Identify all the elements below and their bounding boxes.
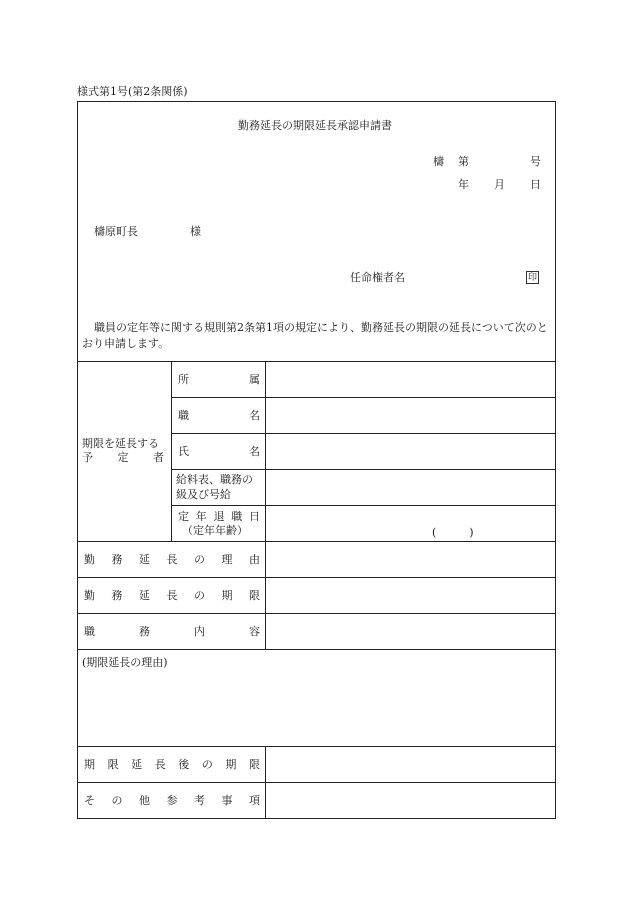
char: 職 bbox=[84, 625, 95, 638]
column-divider bbox=[265, 361, 266, 649]
char: 務 bbox=[111, 589, 123, 602]
char: 期 bbox=[221, 589, 233, 602]
char: 考 bbox=[194, 794, 205, 807]
date-day: 日 bbox=[530, 178, 541, 191]
row-divider bbox=[77, 577, 556, 578]
char: そ bbox=[84, 794, 95, 807]
appointer-label: 任命権者名 bbox=[350, 271, 405, 284]
row-divider bbox=[77, 746, 556, 747]
char: 後 bbox=[178, 758, 190, 771]
char: 属 bbox=[249, 373, 260, 386]
char: 限 bbox=[249, 589, 260, 602]
doc-number-dai: 第 bbox=[458, 155, 469, 168]
char: 名 bbox=[249, 409, 260, 422]
char: 理 bbox=[221, 553, 233, 566]
group-label-line2 bbox=[82, 452, 164, 463]
salary-label-line2: 級及び号給 bbox=[176, 488, 231, 501]
char: 退 bbox=[213, 510, 225, 523]
char: 項 bbox=[249, 794, 260, 807]
char: 氏 bbox=[178, 445, 189, 458]
doc-number-go: 号 bbox=[530, 155, 541, 168]
row-divider bbox=[77, 782, 556, 783]
row-divider bbox=[77, 613, 556, 614]
char: 名 bbox=[249, 445, 260, 458]
group-label-line1: 期限を延長する bbox=[82, 437, 159, 450]
date-month: 月 bbox=[494, 178, 505, 191]
char: 務 bbox=[139, 625, 150, 638]
char: 延 bbox=[131, 758, 143, 771]
retirement-age-value: ( ) bbox=[432, 526, 474, 539]
char: 限 bbox=[248, 758, 260, 771]
char: 定 bbox=[178, 510, 189, 523]
table-top-border bbox=[77, 361, 556, 362]
char: 長 bbox=[166, 553, 178, 566]
char: の bbox=[194, 553, 205, 566]
form-label: 様式第1号(第2条関係) bbox=[77, 85, 188, 98]
row-divider bbox=[171, 397, 556, 398]
char: 容 bbox=[249, 625, 260, 638]
row-divider bbox=[171, 469, 556, 470]
char: の bbox=[111, 794, 123, 807]
char: 勤 bbox=[84, 589, 95, 602]
row-divider bbox=[77, 649, 556, 650]
char: 日 bbox=[249, 510, 260, 523]
char: 他 bbox=[139, 794, 150, 807]
char: の bbox=[201, 758, 213, 771]
char: 内 bbox=[194, 625, 205, 638]
char: 長 bbox=[154, 758, 166, 771]
duties-label bbox=[84, 626, 260, 637]
doc-number-prefix: 檮 bbox=[433, 155, 444, 168]
salary-label-line1: 給料表、職務の bbox=[176, 473, 253, 486]
extension-reason-label bbox=[84, 554, 260, 565]
row-divider bbox=[171, 505, 556, 506]
char: 延 bbox=[139, 589, 150, 602]
char: 由 bbox=[249, 553, 260, 566]
char: 勤 bbox=[84, 553, 95, 566]
period-after-extension-label bbox=[84, 759, 260, 770]
application-statement: 職員の定年等に関する規則第2条第1項の規定により、勤務延長の期限の延長について次のとおり申請します。 bbox=[82, 321, 548, 350]
char: 限 bbox=[107, 758, 119, 771]
addressee-honorific: 様 bbox=[190, 225, 201, 238]
char: 予 bbox=[82, 451, 93, 464]
row-divider bbox=[77, 541, 556, 542]
char: 年 bbox=[195, 510, 207, 523]
extension-period-label bbox=[84, 590, 260, 601]
position-label bbox=[178, 410, 260, 421]
column-divider bbox=[171, 361, 172, 541]
name-label bbox=[178, 446, 260, 457]
seal-box: 印 bbox=[527, 273, 537, 283]
retirement-date-label bbox=[178, 511, 260, 522]
char: 所 bbox=[178, 373, 189, 386]
char: 者 bbox=[153, 451, 164, 464]
column-divider bbox=[265, 746, 266, 819]
char: 参 bbox=[166, 794, 178, 807]
retirement-age-label: （定年年齢） bbox=[182, 524, 248, 537]
char: 職 bbox=[231, 510, 243, 523]
char: 務 bbox=[111, 553, 123, 566]
addressee-name: 檮原町長 bbox=[94, 225, 138, 238]
char: 職 bbox=[178, 409, 189, 422]
char: 期 bbox=[225, 758, 237, 771]
char: 定 bbox=[117, 451, 129, 464]
other-notes-label bbox=[84, 795, 260, 806]
char: 延 bbox=[139, 553, 150, 566]
row-divider bbox=[171, 433, 556, 434]
char: 期 bbox=[84, 758, 95, 771]
char: 事 bbox=[221, 794, 233, 807]
date-year: 年 bbox=[458, 178, 469, 191]
char: の bbox=[194, 589, 205, 602]
affiliation-label bbox=[178, 374, 260, 385]
char: 長 bbox=[166, 589, 178, 602]
document-title: 勤務延長の期限延長承認申請書 bbox=[238, 119, 392, 132]
reason-note: (期限延長の理由) bbox=[82, 656, 168, 669]
